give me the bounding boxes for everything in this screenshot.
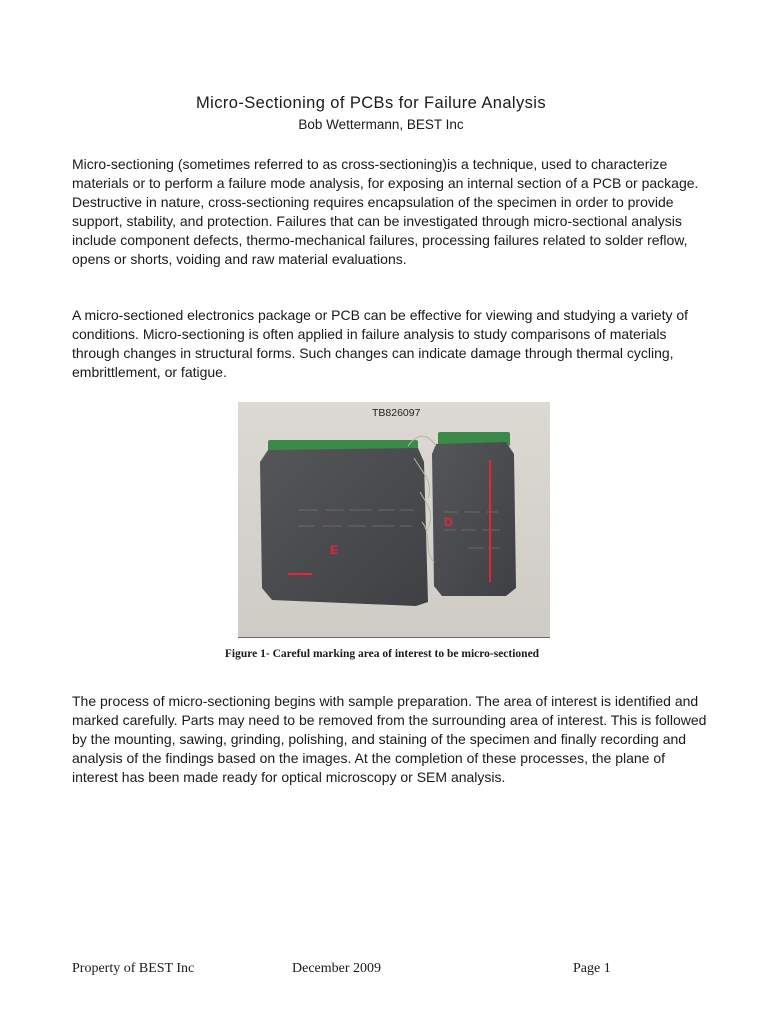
footer-property: Property of BEST Inc bbox=[72, 961, 195, 976]
marker-label-d: D bbox=[444, 515, 453, 529]
component-photo-illustration bbox=[238, 402, 550, 638]
page-author: Bob Wettermann, BEST Inc bbox=[298, 117, 464, 132]
footer-date: December 2009 bbox=[292, 961, 382, 976]
footer-page-number: Page 1 bbox=[573, 961, 611, 976]
figure-photo bbox=[238, 402, 550, 638]
page-title: Micro-Sectioning of PCBs for Failure Analysis bbox=[196, 94, 546, 112]
large-component bbox=[260, 448, 428, 606]
paragraph-process: The process of micro-sectioning begins with sample preparation. The area of interest is identified and marked carefully. Parts may need to be removed from the surrounding area of interest. This is followed by the mounting, sawing, grinding, polishing, and staining of the specimen and finally recording and analysis of the findings based on the images. At the completion of these processes, the plane of interest has been made ready for optical microscopy or SEM analysis. bbox=[72, 693, 707, 785]
paragraph-intro: Micro-sectioning (sometimes referred to as cross-sectioning)is a technique, used to characterize materials or to perform a failure mode analysis, for exposing an internal section of a PCB or package. Destructive in nature, cross-sectioning requires encapsulation of the specimen in order to provide support, stability, and protection. Failures that can be investigated through micro-sectional analysis include component defects, thermo-mechanical failures, processing failures related to solder reflow, opens or shorts, voiding and raw material evaluations. bbox=[72, 156, 699, 267]
figure-caption: Figure 1- Careful marking area of interest to be micro-sectioned bbox=[224, 648, 540, 660]
photo-label-id: TB826097 bbox=[372, 407, 421, 419]
paragraph-applications: A micro-sectioned electronics package or PCB can be effective for viewing and studying a variety of conditions. Micro-sectioning is often applied in failure analysis to study comparisons of materials through changes in structural forms. Such changes can indicate damage through thermal cycling, embrittlement, or fatigue. bbox=[72, 307, 689, 380]
figure-divider bbox=[238, 637, 550, 638]
marker-label-e: E bbox=[330, 543, 339, 557]
